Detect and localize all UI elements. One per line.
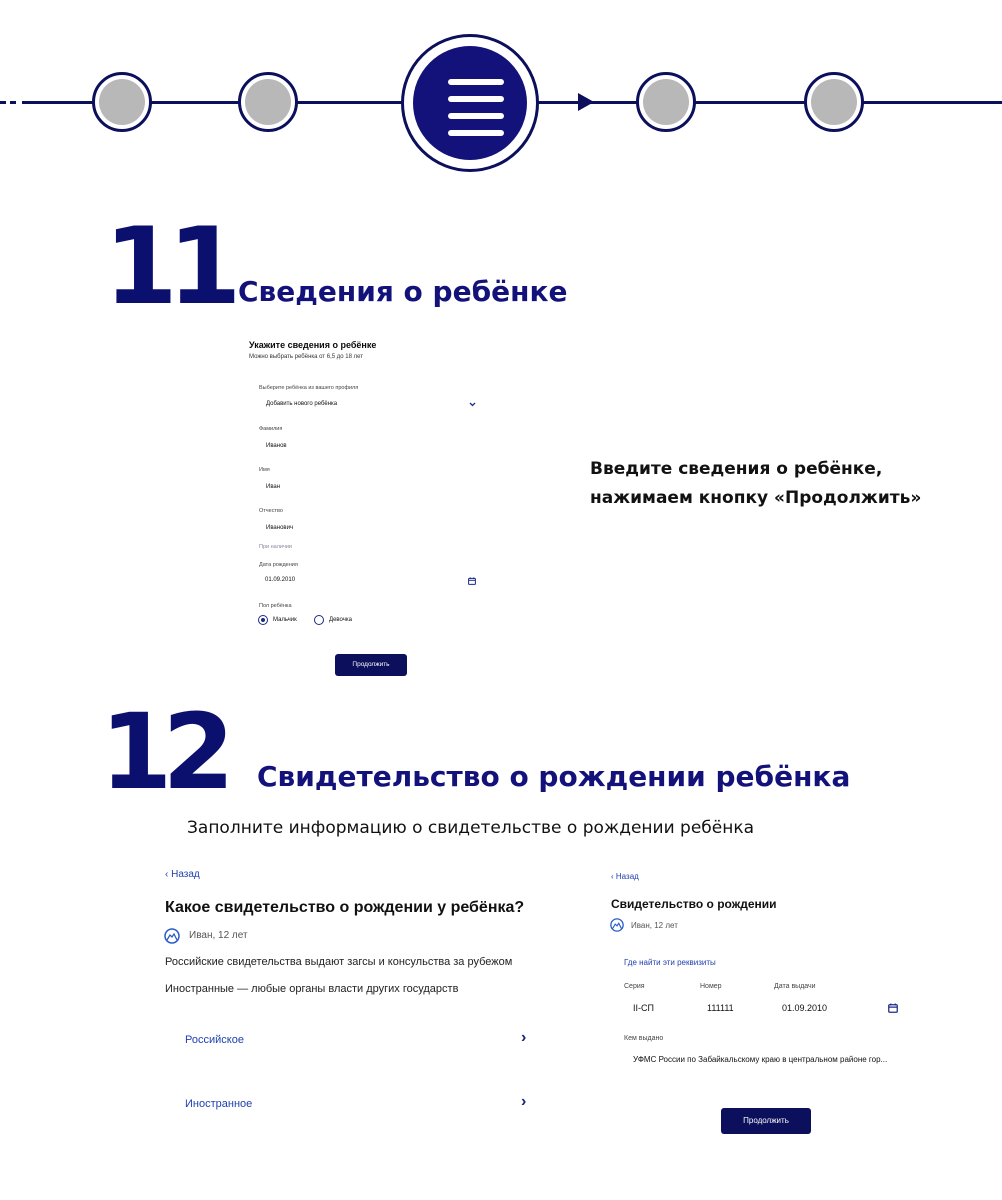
step-circle	[636, 72, 696, 132]
option-label: Иностранное	[185, 1098, 253, 1110]
chevron-left-icon: ‹	[611, 872, 616, 881]
select-value: Добавить нового ребёнка	[266, 401, 338, 407]
arrow-right-icon	[578, 93, 594, 111]
step-number-12: 12	[100, 691, 225, 813]
screen-title: Свидетельство о рождении	[611, 897, 777, 911]
select-label: Выберите ребёнка из вашего профиля	[259, 385, 359, 391]
where-to-find-link[interactable]: Где найти эти реквизиты	[624, 958, 716, 967]
calendar-icon[interactable]	[888, 1003, 898, 1013]
birthdate-field[interactable]	[259, 574, 481, 590]
section-title: Свидетельство о рождении ребёнка	[257, 760, 851, 793]
option-label: Российское	[185, 1034, 244, 1046]
calendar-icon[interactable]	[468, 577, 476, 585]
chevron-down-icon	[469, 402, 476, 407]
issued-by-label: Кем выдано	[624, 1035, 664, 1042]
stepper-dash	[10, 101, 16, 104]
step-circle	[238, 72, 298, 132]
continue-button[interactable]: Продолжить	[721, 1108, 811, 1134]
instruction-line-2: нажимаем кнопку «Продолжить»	[590, 488, 922, 508]
step-circle	[804, 72, 864, 132]
number-field[interactable]: 111111	[707, 1003, 734, 1013]
number-label: Номер	[700, 983, 722, 990]
gender-male-radio[interactable]	[258, 615, 268, 625]
step-number-11: 11	[104, 205, 232, 328]
child-avatar-icon	[164, 928, 180, 944]
continue-button[interactable]: Продолжить	[335, 654, 407, 676]
back-link-label: Назад	[615, 872, 639, 881]
option-foreign[interactable]	[165, 1084, 535, 1126]
patronymic-field[interactable]: Иванович	[266, 525, 294, 531]
child-name: Иван, 12 лет	[631, 921, 678, 930]
child-select[interactable]	[259, 396, 481, 414]
gender-female-radio[interactable]	[314, 615, 324, 625]
info-paragraph-1: Российские свидетельства выдают загсы и консульства за рубежом	[165, 956, 513, 968]
chevron-left-icon: ‹	[165, 869, 172, 880]
form-subtitle: Можно выбрать ребёнка от 6,5 до 18 лет	[249, 354, 363, 360]
question-title: Какое свидетельство о рождении у ребёнка?	[165, 899, 525, 916]
gender-label: Пол ребёнка	[259, 603, 292, 609]
info-paragraph-2: Иностранные — любые органы власти других государств	[165, 983, 459, 995]
birthdate-value: 01.09.2010	[265, 577, 296, 583]
patronymic-label: Отчество	[259, 508, 283, 514]
option-russian[interactable]	[165, 1020, 535, 1062]
issued-by-field[interactable]: УФМС России по Забайкальскому краю в центральном районе гор...	[633, 1055, 888, 1064]
section-subtitle: Заполните информацию о свидетельстве о рождении ребёнка	[187, 818, 755, 838]
back-link[interactable]	[611, 872, 639, 881]
name-label: Имя	[259, 467, 270, 473]
gender-female-label: Девочка	[329, 617, 352, 623]
surname-field[interactable]: Иванов	[266, 443, 287, 449]
issue-date-field[interactable]: 01.09.2010	[782, 1003, 828, 1013]
patronymic-hint: При наличии	[259, 544, 292, 550]
issue-date-label: Дата выдачи	[774, 983, 816, 990]
birthdate-label: Дата рождения	[259, 562, 298, 568]
chevron-right-icon: ›	[521, 1093, 527, 1110]
series-label: Серия	[624, 983, 645, 990]
child-name: Иван, 12 лет	[189, 930, 248, 941]
gender-male-label: Мальчик	[273, 617, 297, 623]
chevron-right-icon: ›	[521, 1029, 527, 1046]
current-step-circle	[401, 34, 539, 172]
instruction-line-1: Введите сведения о ребёнке,	[590, 459, 883, 479]
form-title: Укажите сведения о ребёнке	[249, 340, 377, 350]
surname-label: Фамилия	[259, 426, 283, 432]
name-field[interactable]: Иван	[266, 484, 281, 490]
series-field[interactable]: II-СП	[633, 1003, 654, 1013]
stepper-dash	[0, 101, 6, 104]
section-title: Сведения о ребёнке	[238, 275, 568, 308]
back-link[interactable]	[165, 869, 200, 880]
back-link-label: Назад	[171, 869, 200, 880]
child-avatar-icon	[610, 918, 624, 932]
step-circle	[92, 72, 152, 132]
